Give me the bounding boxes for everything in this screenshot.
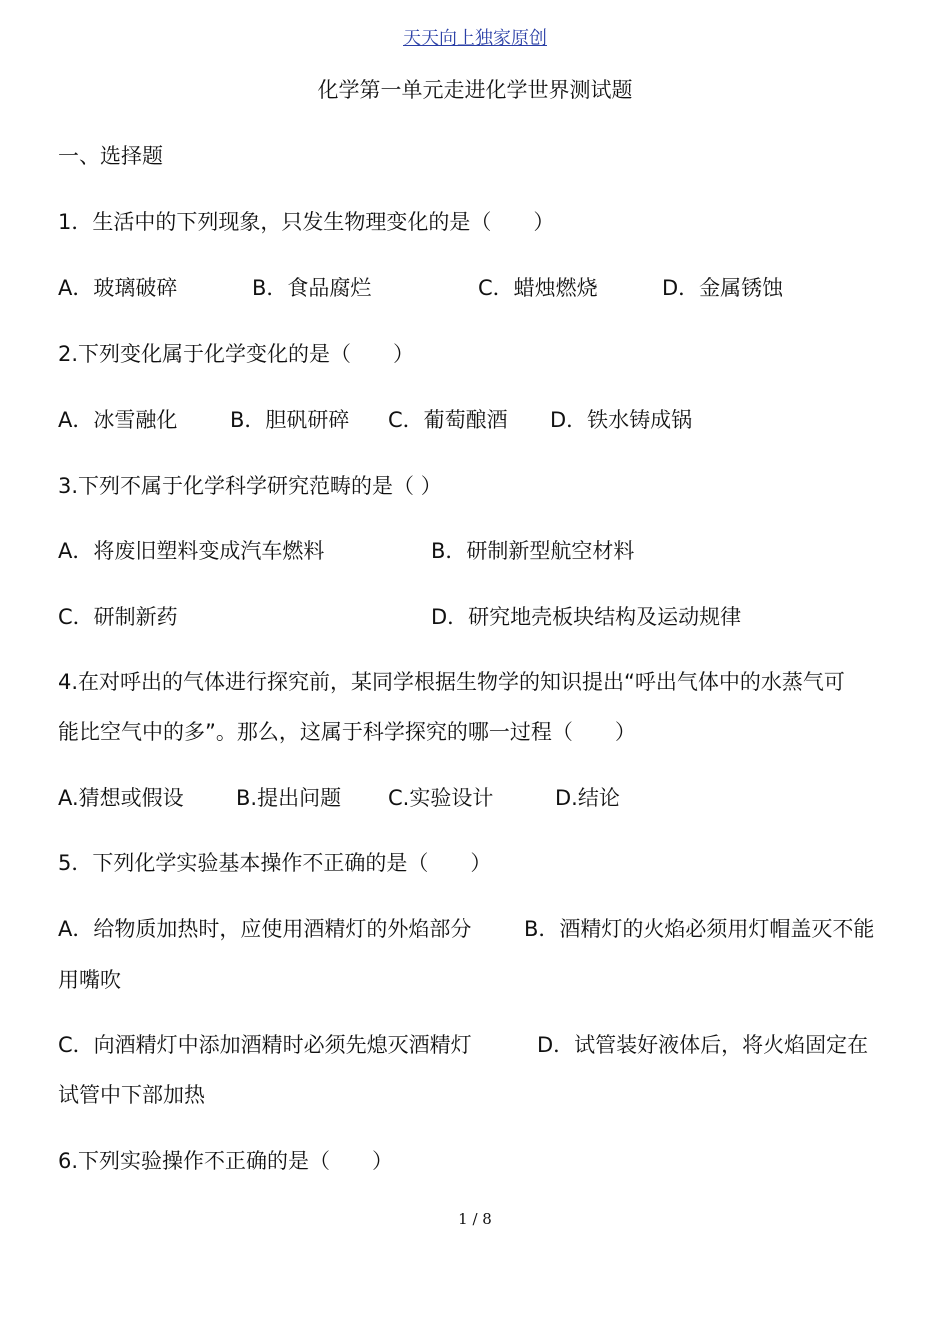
section-heading: 一、选择题	[58, 144, 163, 168]
question-3-option-b: B．研制新型航空材料	[431, 539, 635, 563]
question-5-option-b: B．酒精灯的火焰必须用灯帽盖灭不能	[524, 917, 875, 941]
page-title: 化学第一单元走进化学世界测试题	[317, 78, 633, 102]
question-4-stem-line-2: 能比空气中的多”。那么，这属于科学探究的哪一过程（ ）	[58, 720, 636, 744]
question-4-stem-line-1: 4.在对呼出的气体进行探究前，某同学根据生物学的知识提出“呼出气体中的水蒸气可	[58, 670, 845, 694]
question-1-option-c: C．蜡烛燃烧	[478, 276, 598, 300]
question-4-option-a: A.猜想或假设	[58, 786, 184, 810]
question-3-option-d: D．研究地壳板块结构及运动规律	[431, 605, 742, 629]
question-4-option-c: C.实验设计	[388, 786, 494, 810]
header-link[interactable]: 天天向上独家原创	[403, 28, 547, 49]
question-5-option-d: D．试管装好液体后，将火焰固定在	[537, 1033, 869, 1057]
question-2-option-a: A．冰雪融化	[58, 408, 178, 432]
question-5-option-c: C．向酒精灯中添加酒精时必须先熄灭酒精灯	[58, 1033, 472, 1057]
question-3-option-a: A．将废旧塑料变成汽车燃料	[58, 539, 325, 563]
question-1-option-b: B．食品腐烂	[252, 276, 372, 300]
question-5-stem: 5．下列化学实验基本操作不正确的是（ ）	[58, 851, 492, 875]
question-5-option-a: A．给物质加热时，应使用酒精灯的外焰部分	[58, 917, 472, 941]
question-3-stem: 3.下列不属于化学科学研究范畴的是（ ）	[58, 474, 442, 498]
question-3-option-c: C．研制新药	[58, 605, 178, 629]
question-2-option-c: C．葡萄酿酒	[388, 408, 508, 432]
question-5-option-b-continued: 用嘴吹	[58, 968, 121, 992]
question-2-option-d: D．铁水铸成锅	[550, 408, 693, 432]
page-number: 1 / 8	[458, 1210, 492, 1228]
question-4-option-d: D.结论	[555, 786, 620, 810]
question-2-stem: 2.下列变化属于化学变化的是（ ）	[58, 342, 415, 366]
question-4-option-b: B.提出问题	[236, 786, 342, 810]
question-6-stem: 6.下列实验操作不正确的是（ ）	[58, 1149, 394, 1173]
question-1-option-d: D．金属锈蚀	[662, 276, 784, 300]
question-1-option-a: A．玻璃破碎	[58, 276, 178, 300]
question-5-option-d-continued: 试管中下部加热	[58, 1083, 205, 1107]
question-1-stem: 1．生活中的下列现象，只发生物理变化的是（ ）	[58, 210, 555, 234]
question-2-option-b: B．胆矾研碎	[230, 408, 350, 432]
